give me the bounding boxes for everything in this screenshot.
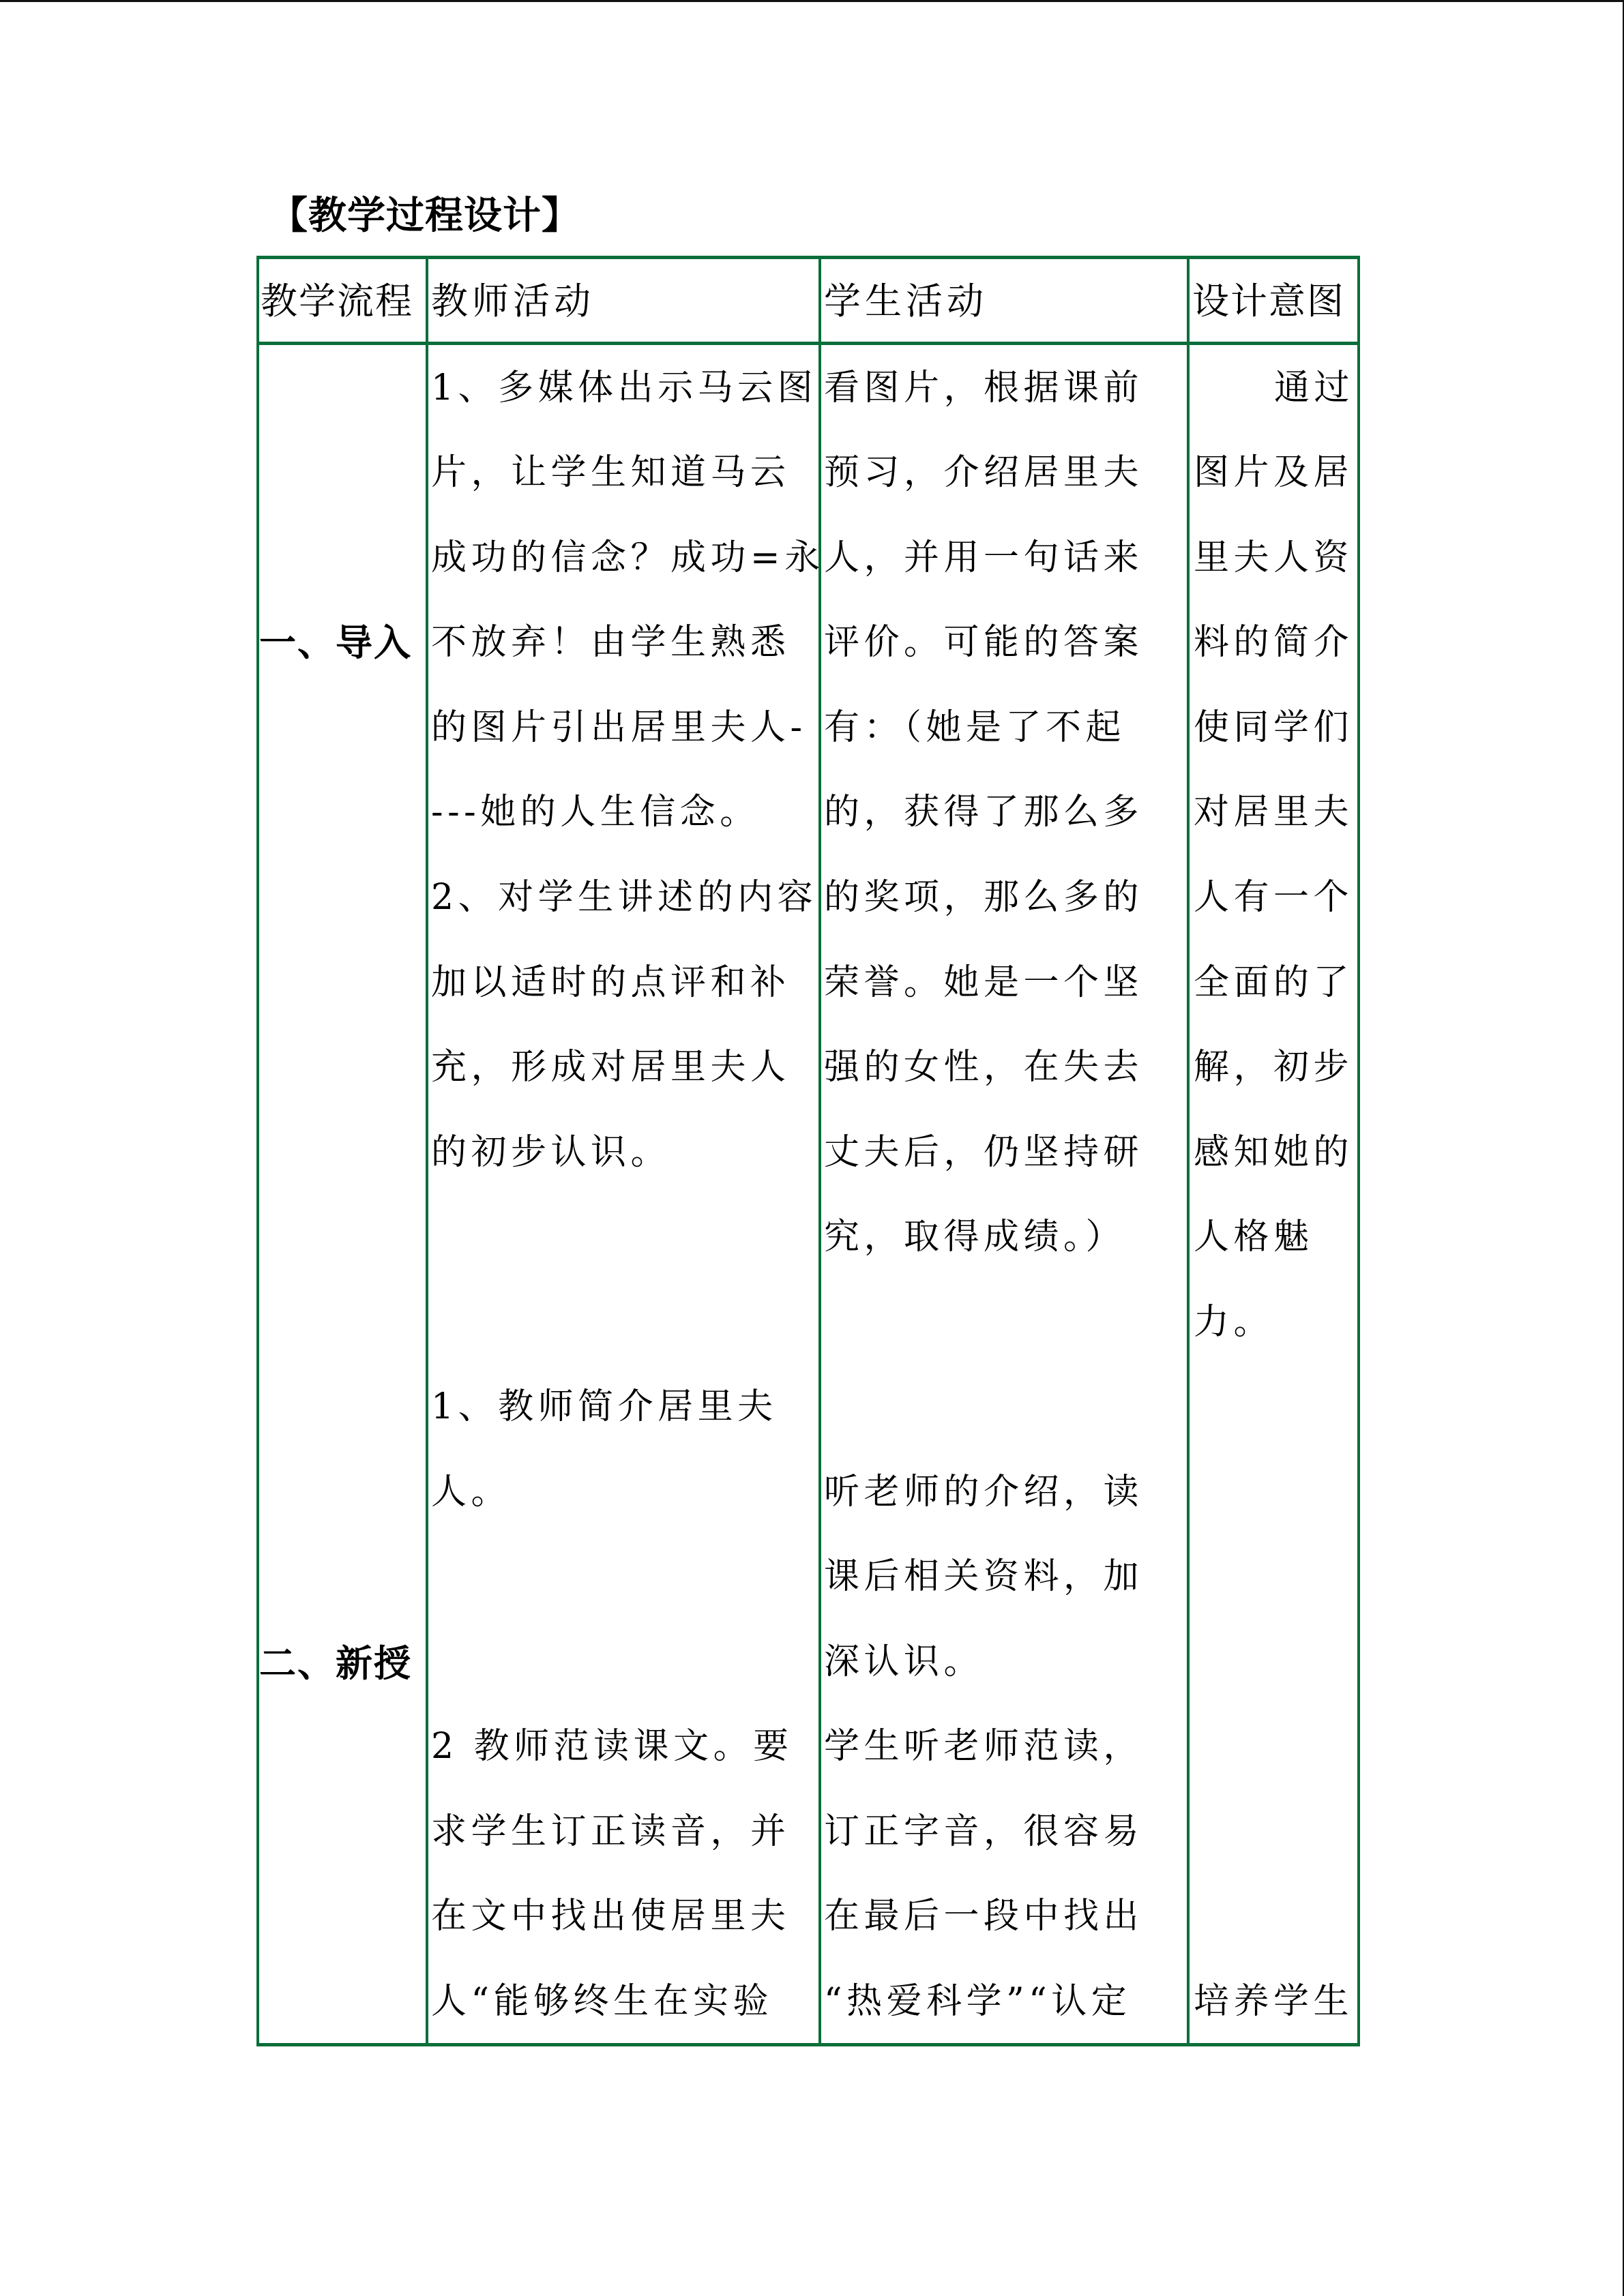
- teacher-line: 人。: [431, 1472, 512, 1512]
- teacher-line: 1、教师简介居里夫: [431, 1386, 778, 1427]
- teacher-line: 在文中找出使居里夫: [431, 1896, 791, 1937]
- student-line: 听老师的介绍，读: [824, 1472, 1144, 1512]
- intent-line: 人有一个: [1194, 877, 1354, 918]
- student-line: 深认识。: [824, 1641, 984, 1682]
- student-line: 究，取得成绩。）: [824, 1217, 1126, 1257]
- col-divider-student-intent: [1187, 256, 1190, 2046]
- student-line: 在最后一段中找出: [824, 1896, 1144, 1937]
- teacher-line: 片，让学生知道马云: [431, 452, 791, 493]
- table-bottom-border: [256, 2043, 1360, 2046]
- teacher-line: 人“能够终生在实验: [431, 1981, 773, 2022]
- header-student: 学生活动: [824, 280, 988, 323]
- teacher-line: 成功的信念？成功=永: [431, 537, 825, 578]
- intent-line: 感知她的: [1194, 1132, 1354, 1173]
- col-divider-flow-teacher: [426, 256, 428, 2046]
- teacher-line: 的图片引出居里夫人-: [431, 707, 807, 748]
- teacher-line: 充，形成对居里夫人: [431, 1047, 791, 1088]
- stage-label-intro: 一、导入: [259, 621, 412, 664]
- intent-line: 里夫人资: [1194, 537, 1354, 578]
- teacher-line: ---她的人生信念。: [431, 792, 760, 833]
- student-line: 学生听老师范读，: [824, 1726, 1144, 1767]
- student-line: 的，获得了那么多: [824, 792, 1144, 833]
- teacher-line: 2 教师范读课文。要: [431, 1726, 793, 1767]
- intent-line: 力。: [1194, 1302, 1274, 1343]
- table-left-border: [256, 256, 259, 2046]
- teacher-line: 的初步认识。: [431, 1132, 671, 1173]
- student-line: 看图片，根据课前: [824, 368, 1144, 408]
- student-line: 预习，介绍居里夫: [824, 452, 1144, 493]
- student-line: 课后相关资料，加: [824, 1556, 1144, 1597]
- intent-line: 通过: [1274, 368, 1355, 408]
- teacher-line: 1、多媒体出示马云图: [431, 368, 818, 408]
- intent-line: 解，初步: [1194, 1047, 1354, 1088]
- header-teacher: 教师活动: [431, 280, 595, 323]
- intent-line: 料的简介: [1194, 622, 1354, 663]
- intent-line: 对居里夫: [1194, 792, 1354, 833]
- student-line: 荣誉。她是一个坚: [824, 962, 1144, 1003]
- table-top-border: [256, 256, 1360, 259]
- col-divider-teacher-student: [818, 256, 821, 2046]
- student-line: 人，并用一句话来: [824, 537, 1144, 578]
- student-line: 评价。可能的答案: [824, 622, 1144, 663]
- intent-line: 使同学们: [1194, 707, 1354, 748]
- page-top-rule: [0, 0, 1624, 2]
- student-line: 的奖项，那么多的: [824, 877, 1144, 918]
- student-line: 订正字音，很容易: [824, 1811, 1144, 1852]
- student-line: 强的女性，在失去: [824, 1047, 1144, 1088]
- student-line: 有：（她是了不起: [824, 707, 1126, 748]
- intent-line: 人格魅: [1194, 1217, 1314, 1257]
- student-line: “热爱科学”“认定: [824, 1981, 1132, 2022]
- teacher-line: 不放弃！由学生熟悉: [431, 622, 791, 663]
- teacher-line: 2、对学生讲述的内容: [431, 877, 818, 918]
- table-right-border: [1357, 256, 1360, 2046]
- header-intent: 设计意图: [1192, 280, 1345, 323]
- student-line: 丈夫后，仍坚持研: [824, 1132, 1144, 1173]
- intent-line: 培养学生: [1194, 1981, 1354, 2022]
- header-flow: 教学流程: [261, 280, 413, 323]
- teacher-line: 求学生订正读音，并: [431, 1811, 791, 1852]
- stage-label-new-lesson: 二、新授: [259, 1642, 412, 1685]
- teacher-line: 加以适时的点评和补: [431, 962, 791, 1003]
- header-bottom-border: [256, 342, 1360, 345]
- intent-line: 全面的了: [1194, 962, 1354, 1003]
- section-title: 【教学过程设计】: [269, 194, 580, 238]
- intent-line: 图片及居: [1194, 452, 1354, 493]
